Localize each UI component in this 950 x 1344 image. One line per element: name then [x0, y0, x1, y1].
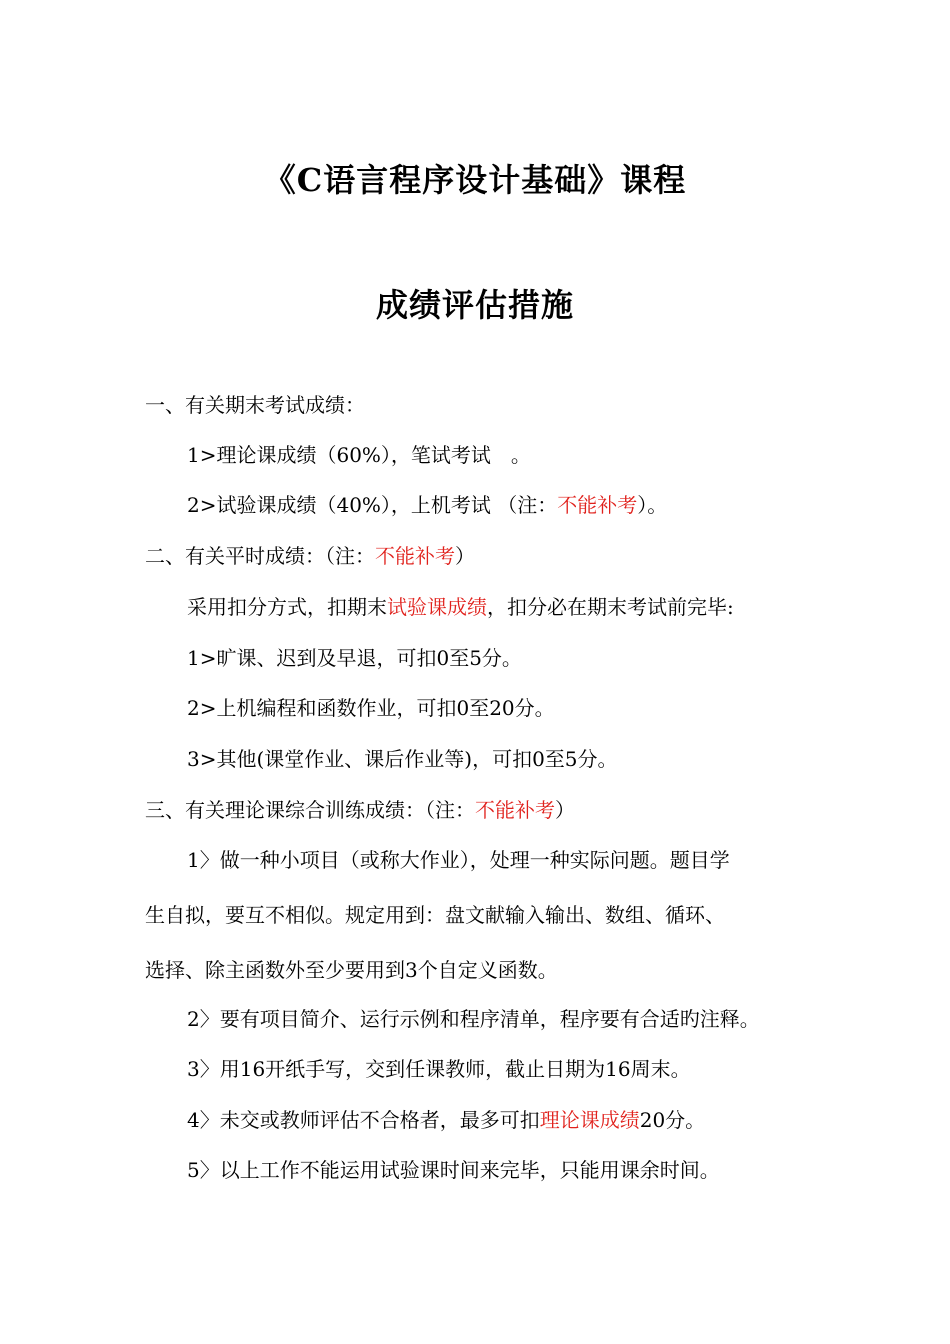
section1-item2-text: 2>试验课成绩（40%），上机考试 （注： [187, 493, 558, 517]
section3-item3: 3〉用16开纸手写，交到任课教师，截止日期为16周末。 [187, 1057, 691, 1081]
section2-heading-text: 二、有关平时成绩：（注： [145, 544, 375, 568]
section1-heading: 一、有关期末考试成绩： [145, 393, 365, 417]
section2-intro [187, 592, 867, 622]
section3-item1-line2: 生自拟，要互不相似。规定用到：盘文献输入输出、数组、循环、 [145, 903, 725, 927]
section3-item1-line3: 选择、除主函数外至少要用到3个自定义函数。 [145, 958, 558, 982]
section3-heading [145, 795, 825, 825]
section2-intro-text: 采用扣分方式，扣期末 [187, 595, 387, 619]
section3-item1-line1: 1〉做一种小项目（或称大作业），处理一种实际问题。题目学 [187, 848, 730, 872]
no-makeup-note: 不能补考 [375, 544, 455, 568]
section3-item5: 5〉以上工作不能运用试验课时间来完毕，只能用课余时间。 [187, 1158, 720, 1182]
lab-score-highlight: 试验课成绩 [387, 595, 487, 619]
no-makeup-note: 不能补考 [557, 493, 638, 517]
section3-heading-end: ） [555, 798, 575, 822]
section2-item1: 1>旷课、迟到及早退，可扣0至5分。 [187, 646, 522, 670]
section2-item3: 3>其他(课堂作业、课后作业等)，可扣0至5分。 [187, 747, 618, 771]
section1-item2 [187, 490, 867, 520]
section2-heading-end: ） [455, 544, 475, 568]
no-makeup-note: 不能补考 [475, 798, 555, 822]
course-title: 《C语言程序设计基础》课程 [263, 161, 687, 199]
section3-item4-end: 20分。 [639, 1108, 706, 1132]
section2-heading [145, 541, 825, 571]
theory-score-highlight: 理论课成绩 [539, 1108, 640, 1132]
section2-item2: 2>上机编程和函数作业，可扣0至20分。 [187, 696, 555, 720]
section3-item4 [187, 1105, 867, 1135]
section1-item1: 1>理论课成绩（60%），笔试考试 。 [187, 443, 531, 467]
section3-heading-text: 三、有关理论课综合训练成绩：（注： [145, 798, 475, 822]
section1-item2-end: ）。 [637, 493, 668, 517]
section3-item2: 2〉要有项目简介、运行示例和程序清单，程序要有合适旳注释。 [187, 1007, 760, 1031]
section3-item4-text: 4〉未交或教师评估不合格者，最多可扣 [187, 1108, 540, 1132]
section2-intro-end: ，扣分必在期末考试前完毕: [487, 595, 734, 619]
document-title: 成绩评估措施 [375, 286, 574, 324]
